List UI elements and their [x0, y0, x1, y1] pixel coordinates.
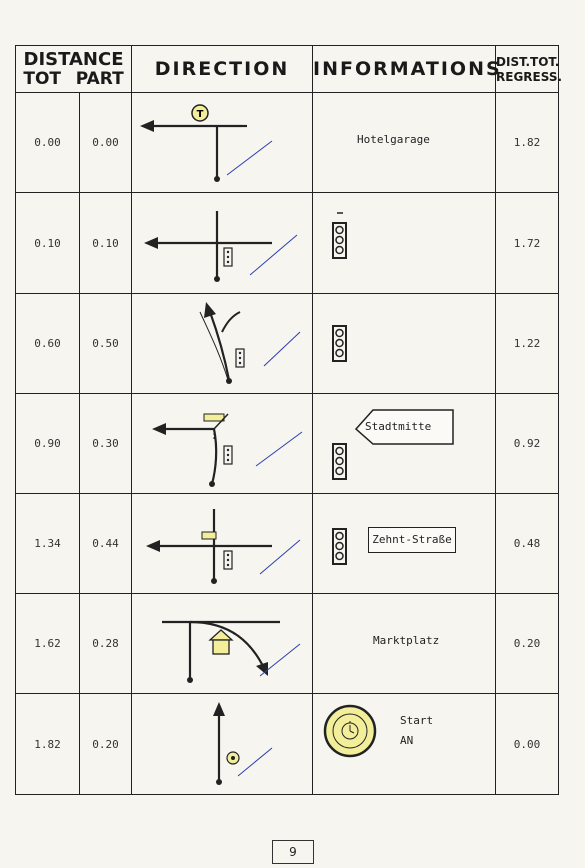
tulip-diagram-4 [132, 394, 313, 493]
tot-cell: 0.60 [16, 294, 80, 394]
direction-header: DIRECTION [132, 46, 313, 93]
regress-cell: 0.00 [496, 694, 559, 795]
regress-cell: 0.48 [496, 494, 559, 594]
direction-cell [132, 594, 313, 694]
regress-cell: 1.22 [496, 294, 559, 394]
info-cell [313, 294, 496, 394]
distance-header [16, 46, 132, 93]
part-cell: 0.44 [80, 494, 132, 594]
tot-header: TOT [23, 68, 61, 89]
traffic-light-icon [313, 193, 496, 293]
page-number: 9 [272, 840, 314, 864]
part-cell: 0.20 [80, 694, 132, 795]
direction-cell [132, 394, 313, 494]
tulip-diagram-7 [132, 694, 313, 794]
table-row [16, 694, 559, 795]
tulip-diagram-2 [132, 193, 313, 293]
part-cell: 0.10 [80, 193, 132, 294]
table-row [16, 594, 559, 694]
table-row [16, 93, 559, 193]
regress-cell: 1.82 [496, 93, 559, 193]
direction-cell [132, 494, 313, 594]
table-row [16, 394, 559, 494]
part-cell: 0.28 [80, 594, 132, 694]
tulip-diagram-6 [132, 594, 313, 693]
info-cell [313, 193, 496, 294]
tot-cell: 0.10 [16, 193, 80, 294]
informations-header: INFORMATIONS [313, 46, 496, 93]
regress-header [496, 46, 563, 93]
tulip-diagram-5 [132, 494, 313, 593]
table-row [16, 294, 559, 394]
house-icon [213, 640, 229, 654]
sign-arrow-icon [313, 394, 496, 493]
info-text: Stadtmitte [365, 420, 432, 433]
tulip-diagram-1 [132, 93, 313, 192]
regress-header-line1: DIST.TOT. [496, 54, 560, 69]
direction-cell [132, 694, 313, 795]
tot-cell: 0.90 [16, 394, 80, 494]
regress-header-line2: REGRESS. [496, 69, 563, 84]
info-cell [313, 93, 496, 193]
tulip-diagram-3 [132, 294, 313, 393]
roadbook-table [15, 45, 563, 795]
part-cell: 0.00 [80, 93, 132, 193]
regress-cell: 0.20 [496, 594, 559, 694]
info-cell [313, 394, 496, 494]
info-cell [313, 594, 496, 694]
table-row [16, 494, 559, 594]
roundel-letter: T [196, 109, 204, 120]
tot-cell: 1.82 [16, 694, 80, 795]
street-sign [368, 527, 456, 553]
regress-cell: 0.92 [496, 394, 559, 494]
distance-title: DISTANCE [23, 48, 124, 70]
tot-cell: 1.62 [16, 594, 80, 694]
info-text: Zehnt-Straße [372, 533, 452, 546]
direction-cell [132, 93, 313, 193]
traffic-light-icon [313, 294, 496, 393]
info-text-start: Start [400, 714, 434, 727]
table-row [16, 193, 559, 294]
header-row [16, 46, 559, 93]
part-cell: 0.50 [80, 294, 132, 394]
regress-cell: 1.72 [496, 193, 559, 294]
tot-cell: 1.34 [16, 494, 80, 594]
part-cell: 0.30 [80, 394, 132, 494]
direction-cell [132, 193, 313, 294]
direction-cell [132, 294, 313, 394]
tot-cell: 0.00 [16, 93, 80, 193]
part-header: PART [75, 68, 124, 89]
info-cell [313, 494, 496, 594]
info-text: Hotelgarage [357, 133, 430, 146]
info-text-an: AN [400, 734, 414, 747]
info-cell [313, 694, 496, 795]
info-text: Marktplatz [373, 634, 440, 647]
